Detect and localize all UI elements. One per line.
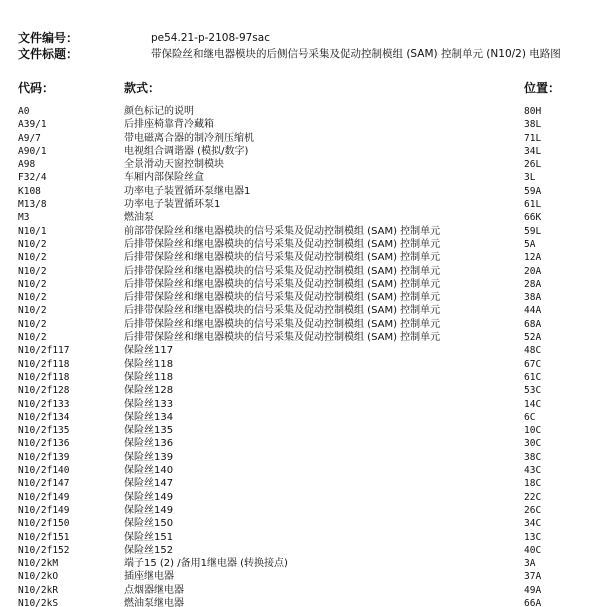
item-position: 71L [524, 132, 542, 144]
item-position: 66A [524, 597, 542, 607]
list-item [18, 118, 598, 131]
item-description: 保险丝147 [124, 478, 174, 490]
item-description: 后排带保险丝和继电器模块的信号采集及促动控制模组 (SAM) 控制单元 [124, 332, 441, 344]
doc-title-row [18, 46, 598, 62]
item-code: N10/2 [18, 265, 47, 277]
item-position: 66K [524, 212, 542, 224]
item-code: N10/2f140 [18, 465, 70, 477]
item-description: 后排带保险丝和继电器模块的信号采集及促动控制模组 (SAM) 控制单元 [124, 238, 441, 250]
item-code: N10/2f147 [18, 478, 70, 490]
item-code: K108 [18, 185, 41, 197]
item-code: N10/2kR [18, 584, 59, 596]
item-position: 52A [524, 332, 542, 344]
list-item [18, 158, 598, 171]
list-item [18, 384, 598, 397]
item-position: 38C [524, 451, 542, 463]
item-description: 全景滑动天窗控制模块 [124, 159, 224, 171]
item-description: 颜色标记的说明 [124, 106, 194, 117]
item-description: 电视组合调谐器 (模拟/数字) [124, 145, 249, 157]
list-item [18, 318, 598, 331]
item-position: 59A [524, 185, 542, 197]
doc-number-label: 文件编号： [18, 31, 79, 45]
component-list [18, 105, 598, 607]
list-item [18, 105, 598, 118]
item-position: 3A [524, 558, 536, 570]
item-position: 13C [524, 531, 542, 543]
item-code: N10/2f151 [18, 531, 70, 543]
item-description: 保险丝133 [124, 398, 174, 410]
item-code: N10/2f118 [18, 358, 70, 370]
item-description: 后排带保险丝和继电器模块的信号采集及促动控制模组 (SAM) 控制单元 [124, 265, 441, 277]
item-description: 后排带保险丝和继电器模块的信号采集及促动控制模组 (SAM) 控制单元 [124, 305, 441, 317]
item-description: 保险丝134 [124, 411, 174, 423]
list-item [18, 145, 598, 158]
item-code: N10/2f152 [18, 544, 70, 556]
list-item [18, 198, 598, 211]
list-item [18, 291, 598, 304]
doc-title-value: 带保险丝和继电器模块的后侧信号采集及促动控制模组 (SAM) 控制单元 (N10/2) 电路图 [151, 48, 561, 60]
list-item [18, 464, 598, 477]
item-position: 61L [524, 199, 542, 211]
item-description: 后排带保险丝和继电器模块的信号采集及促动控制模组 (SAM) 控制单元 [124, 278, 441, 290]
list-item [18, 225, 598, 238]
item-code: N10/2f128 [18, 385, 70, 397]
item-description: 保险丝150 [124, 518, 174, 530]
item-description: 保险丝117 [124, 345, 174, 357]
item-description: 保险丝151 [124, 531, 174, 543]
list-item [18, 424, 598, 437]
item-code: N10/2f149 [18, 491, 70, 503]
item-description: 保险丝149 [124, 504, 174, 516]
list-item [18, 477, 598, 490]
list-item [18, 251, 598, 264]
header-code: 代码： [18, 81, 55, 95]
list-item [18, 278, 598, 291]
item-code: N10/2f150 [18, 518, 70, 530]
item-code: N10/2f136 [18, 438, 70, 450]
item-position: 59L [524, 225, 542, 237]
item-code: N10/2f135 [18, 425, 70, 437]
list-item [18, 358, 598, 371]
item-position: 6C [524, 411, 536, 423]
list-item [18, 398, 598, 411]
list-item [18, 557, 598, 570]
item-description: 保险丝136 [124, 438, 174, 450]
item-code: N10/2 [18, 238, 47, 250]
list-item [18, 132, 598, 145]
list-item [18, 411, 598, 424]
list-item [18, 491, 598, 504]
item-description: 后排带保险丝和继电器模块的信号采集及促动控制模组 (SAM) 控制单元 [124, 292, 441, 304]
item-position: 38A [524, 292, 542, 304]
item-position: 26C [524, 504, 542, 516]
list-item [18, 504, 598, 517]
list-item [18, 211, 598, 224]
item-description: 前部带保险丝和继电器模块的信号采集及促动控制模组 (SAM) 控制单元 [124, 225, 441, 237]
item-position: 53C [524, 385, 542, 397]
doc-number-value: pe54.21-p-2108-97sac [151, 32, 270, 44]
item-description: 保险丝149 [124, 491, 174, 503]
item-position: 3L [524, 172, 536, 184]
item-code: N10/2f118 [18, 371, 70, 383]
item-description: 保险丝152 [124, 544, 174, 556]
list-item [18, 570, 598, 583]
item-position: 67C [524, 358, 542, 370]
item-position: 80H [524, 106, 542, 117]
item-code: N10/2kM [18, 558, 59, 570]
list-item [18, 185, 598, 198]
item-description: 带电磁离合器的制冷剂压缩机 [124, 132, 254, 144]
item-description: 功率电子装置循环泵继电器1 [124, 185, 251, 197]
list-item [18, 371, 598, 384]
item-description: 燃油泵继电器 [124, 597, 184, 607]
item-description: 保险丝140 [124, 465, 174, 477]
item-code: M13/8 [18, 199, 47, 211]
item-description: 点烟器继电器 [124, 584, 184, 596]
item-position: 37A [524, 571, 542, 583]
item-position: 28A [524, 278, 542, 290]
item-description: 车厢内部保险丝盒 [124, 172, 204, 184]
item-code: N10/1 [18, 225, 47, 237]
item-code: A0 [18, 106, 30, 117]
item-description: 功率电子装置循环泵1 [124, 199, 221, 211]
list-item [18, 304, 598, 317]
item-code: N10/2kS [18, 597, 59, 607]
item-description: 插座继电器 [124, 571, 174, 583]
item-position: 10C [524, 425, 542, 437]
doc-number-row [18, 30, 598, 46]
item-position: 12A [524, 252, 542, 264]
item-description: 后排带保险丝和继电器模块的信号采集及促动控制模组 (SAM) 控制单元 [124, 252, 441, 264]
item-code: N10/2 [18, 318, 47, 330]
list-item [18, 517, 598, 530]
item-code: N10/2 [18, 332, 47, 344]
item-code: A9/7 [18, 132, 41, 144]
header-desc: 款式： [124, 81, 161, 95]
header-pos: 位置： [524, 81, 561, 95]
list-item [18, 437, 598, 450]
item-code: F32/4 [18, 172, 47, 184]
item-code: A98 [18, 159, 36, 171]
item-position: 34L [524, 145, 542, 157]
doc-title-label: 文件标题： [18, 47, 79, 61]
item-position: 18C [524, 478, 542, 490]
list-item [18, 584, 598, 597]
list-item [18, 544, 598, 557]
item-code: M3 [18, 212, 30, 224]
item-position: 5A [524, 238, 536, 250]
item-description: 后排座椅靠背冷藏箱 [124, 119, 214, 131]
item-position: 48C [524, 345, 542, 357]
item-code: A90/1 [18, 145, 47, 157]
item-description: 燃油泵 [124, 212, 154, 224]
item-position: 44A [524, 305, 542, 317]
item-code: A39/1 [18, 119, 47, 131]
item-description: 保险丝128 [124, 385, 174, 397]
item-code: N10/2f149 [18, 504, 70, 516]
item-code: N10/2 [18, 305, 47, 317]
item-position: 22C [524, 491, 542, 503]
item-position: 14C [524, 398, 542, 410]
list-item [18, 238, 598, 251]
list-item [18, 171, 598, 184]
list-item [18, 531, 598, 544]
item-position: 40C [524, 544, 542, 556]
item-position: 61C [524, 371, 542, 383]
item-position: 43C [524, 465, 542, 477]
item-code: N10/2 [18, 252, 47, 264]
item-code: N10/2f117 [18, 345, 70, 357]
item-description: 保险丝135 [124, 425, 174, 437]
item-position: 30C [524, 438, 542, 450]
item-code: N10/2f133 [18, 398, 70, 410]
item-code: N10/2 [18, 278, 47, 290]
item-description: 保险丝118 [124, 371, 174, 383]
list-item [18, 344, 598, 357]
item-description: 端子15 (2) /备用1继电器 (转换接点) [124, 558, 288, 570]
item-position: 26L [524, 159, 542, 171]
list-item [18, 331, 598, 344]
list-item [18, 597, 598, 607]
item-position: 49A [524, 584, 542, 596]
list-item [18, 451, 598, 464]
table-header [18, 80, 598, 96]
item-description: 后排带保险丝和继电器模块的信号采集及促动控制模组 (SAM) 控制单元 [124, 318, 441, 330]
item-code: N10/2f139 [18, 451, 70, 463]
item-position: 68A [524, 318, 542, 330]
item-position: 34C [524, 518, 542, 530]
item-code: N10/2 [18, 292, 47, 304]
item-code: N10/2f134 [18, 411, 70, 423]
item-description: 保险丝118 [124, 358, 174, 370]
item-code: N10/2kO [18, 571, 59, 583]
item-position: 38L [524, 119, 542, 131]
list-item [18, 265, 598, 278]
item-position: 20A [524, 265, 542, 277]
item-description: 保险丝139 [124, 451, 174, 463]
